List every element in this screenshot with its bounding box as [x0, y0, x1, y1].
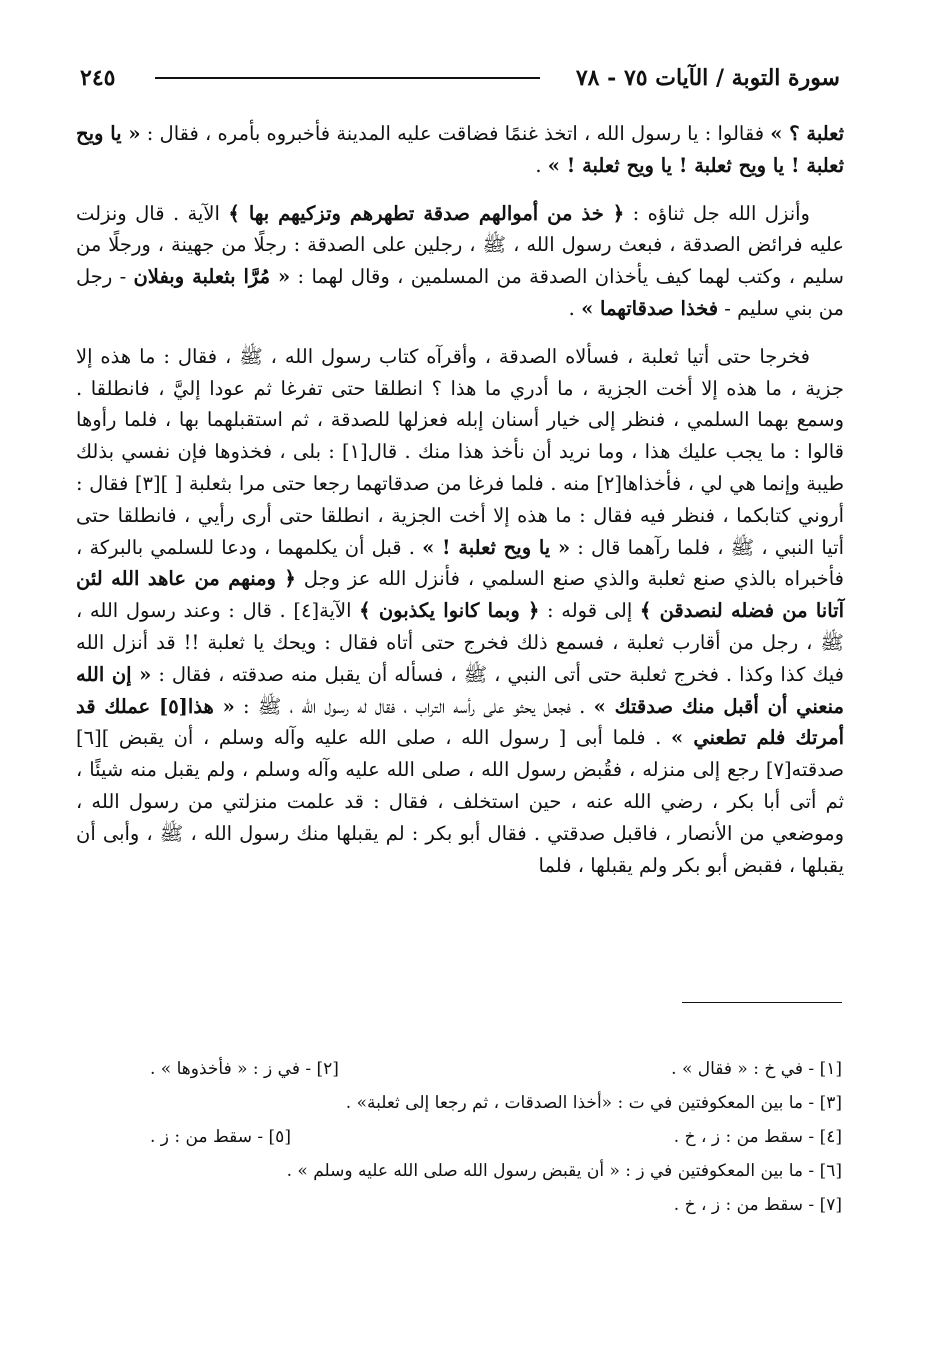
footnotes [150, 1052, 842, 1222]
page-number: ٢٤٥ [80, 65, 116, 91]
text-run: إلى قوله : [539, 599, 640, 623]
page-header [80, 56, 840, 100]
footnote-5: [٥] - سقط من : ز . [150, 1127, 291, 1147]
bold-phrase: ثعلبة ؟ » [770, 122, 844, 145]
surah-title: سورة التوبة / الآيات ٧٥ - ٧٨ [575, 65, 840, 91]
footnote-row [150, 1120, 842, 1154]
footnote-row [150, 1154, 842, 1188]
text-run: . فلما أبى [ رسول الله ، صلى الله عليه وآله وسلم ، أن يقبض ][٦] صدقته[٧] رجع إلى منزله ، فقُبض رسول الله ، صلى الله عليه وآله وسلم ، ولم يقبل منه شيئًا ، ثم أتى أبا بكر ، رضي الله عنه ، حين استخلف ، فقال : قد علمت منزلتي من رسول الله ، وموضعي من الأنصار ، فاقبل صدقتي . فقال أبو بكر : لم يقبلها منك رسول الله ، ﷺ ، وأبى أن يقبلها ، فقبض أبو بكر ولم يقبلها ، فلما [76, 726, 844, 877]
main-text [76, 118, 844, 897]
footnote-row [150, 1052, 842, 1086]
text-run: فخرجا حتى أتيا ثعلبة ، فسألاه الصدقة ، وأقرآه كتاب رسول الله ، ﷺ ، فقال : ما هذه إلا جزية ، ما هذه إلا أخت الجزية ، ما أدري ما هذا ؟ انطلقا حتى تفرغا ثم عودا إليَّ ، فانطلقا . وسمع بهما السلمي ، فنظر إلى خيار أسنان إبله فعزلها للصدقة ، ثم استقبلهما بها ، فلما رأوها قالوا : ما يجب عليك هذا ، وما نريد أن نأخذ هذا منك . قال[١] : بلى ، فخذوها فإن نفسي بذلك طيبة وإنما هي لي ، فأخذاها[٢] منه . فلما فرغا من صدقاتهما رجعا حتى مرا بثعلبة [ ][٣] فقال : أروني كتابكما ، فنظر فيه فقال : ما هذه إلا أخت الجزية ، انطلقا حتى أرى رأيي ، فانطلقا حتى أتيا النبي ، ﷺ ، فلما رآهما قال : [76, 344, 844, 559]
text-run: - رجل من بني سليم - [76, 265, 844, 320]
text-run: . فجعل يحثو على رأسه التراب ، فقال له رسول الله ، ﷺ : [234, 694, 594, 718]
paragraph-2 [76, 198, 844, 325]
footnote-2: [٢] - في ز : « فأخذوها » . [150, 1059, 339, 1079]
footnote-row [150, 1188, 842, 1222]
header-rule [155, 77, 539, 79]
quran-verse: ﴿ ومنهم من عاهد الله لئن آتانا من فضله لنصدقن ﴾ [76, 567, 844, 623]
text-run: . [535, 153, 548, 177]
footnote-1: [١] - في خ : « فقال » . [671, 1059, 842, 1079]
text-run: . [568, 296, 582, 320]
quran-verse: ﴿ خذ من أموالهم صدقة تطهرهم وتزكيهم بها ﴾ [228, 201, 625, 225]
footnote-separator [682, 1002, 842, 1003]
footnote-7: [٧] - سقط من : ز ، خ . [673, 1195, 842, 1215]
quran-verse: ﴿ وبما كانوا يكذبون ﴾ [359, 599, 540, 623]
footnote-4: [٤] - سقط من : ز ، خ . [673, 1127, 842, 1147]
footnote-6: [٦] - ما بين المعكوفتين في ز : « أن يقبض رسول الله صلى الله عليه وسلم » . [286, 1161, 842, 1181]
footnote-row [150, 1086, 842, 1120]
bold-phrase: فخذا صدقاتهما » [581, 296, 719, 320]
bold-phrase: « هذا[٥] عملك قد أمرتك فلم تطعني » [76, 694, 844, 750]
text-run: الآية[٤] . قال : وعند رسول الله ، ﷺ ، رجل من أقارب ثعلبة ، فسمع ذلك فخرج حتى أتاه فقال : ويحك يا ثعلبة !! قد أنزل الله فيك كذا وكذا . فخرج ثعلبة حتى أتى النبي ، ﷺ ، فسأله أن يقبل منه صدقته ، فقال : [76, 599, 844, 686]
text-run: . قبل أن يكلمهما ، ودعا للسلمي بالبركة ، فأخبراه بالذي صنع ثعلبة والذي صنع السلمي ، فأنزل الله عز وجل [76, 535, 845, 591]
text-run: الآية . قال ونزلت عليه فرائض الصدقة ، فبعث رسول الله ، ﷺ ، رجلين على الصدقة : رجلًا من جهينة ، ورجلًا من سليم ، وكتب لهما كيف يأخذان الصدقة من المسلمين ، وقال لهما : [76, 201, 844, 289]
bold-phrase: « مُرَّا بثعلبة وبفلان [133, 265, 291, 289]
bold-phrase: « يا ويح ثعلبة ! يا ويح ثعلبة ! يا ويح ثعلبة ! » [76, 122, 844, 177]
paragraph-1 [76, 118, 844, 182]
paragraph-3 [76, 341, 844, 882]
footnote-3: [٣] - ما بين المعكوفتين في ت : «أخذا الصدقات ، ثم رجعا إلى ثعلبة» . [345, 1093, 842, 1113]
bold-phrase: « يا ويح ثعلبة ! » [422, 535, 571, 559]
text-run: وأنزل الله جل ثناؤه : [624, 201, 810, 225]
bold-phrase: « إن الله منعني أن أقبل منك صدقتك » [76, 662, 844, 718]
text-run: فقالوا : يا رسول الله ، اتخذ غنمًا فضاقت عليه المدينة فأخبروه بأمره ، فقال : [140, 122, 771, 145]
